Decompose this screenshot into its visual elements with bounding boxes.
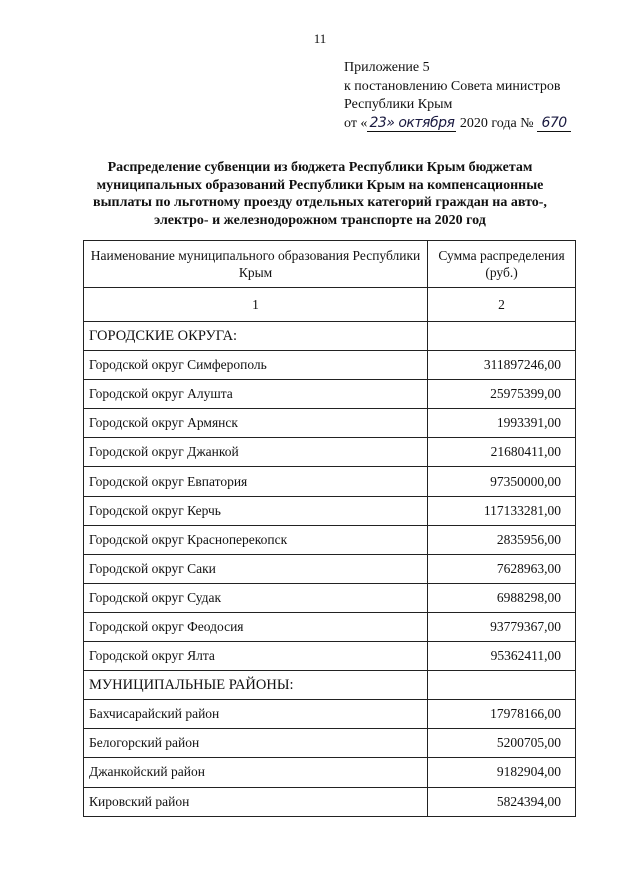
header-amount: Сумма распределения (руб.) (428, 241, 576, 288)
municipality-name: Джанкойский район (84, 758, 428, 787)
municipality-name: Кировский район (84, 787, 428, 816)
table-header-row (84, 241, 576, 288)
distribution-table-body (84, 241, 576, 817)
appendix-resolution: к постановлению Совета министров (344, 78, 561, 94)
distribution-amount (428, 671, 576, 700)
date-prefix: от « (344, 115, 368, 131)
distribution-amount: 95362411,00 (428, 642, 576, 671)
table-row (84, 758, 576, 787)
municipality-name: Городской округ Керчь (84, 496, 428, 525)
table-index-row (84, 288, 576, 322)
municipality-name: Городской округ Алушта (84, 380, 428, 409)
table-row (84, 438, 576, 467)
table-row (84, 729, 576, 758)
date-suffix: 2020 года № (459, 115, 534, 131)
distribution-amount: 117133281,00 (428, 496, 576, 525)
distribution-amount: 1993391,00 (428, 409, 576, 438)
distribution-amount (428, 322, 576, 351)
table-section-row (84, 322, 576, 351)
table-row (84, 525, 576, 554)
distribution-amount: 311897246,00 (428, 351, 576, 380)
table-row (84, 612, 576, 641)
distribution-amount: 5200705,00 (428, 729, 576, 758)
distribution-amount: 2835956,00 (428, 525, 576, 554)
municipality-name: Городской округ Джанкой (84, 438, 428, 467)
appendix-date-line (344, 115, 571, 134)
distribution-amount: 93779367,00 (428, 612, 576, 641)
index-col-2: 2 (428, 288, 576, 322)
municipality-name: ГОРОДСКИЕ ОКРУГА: (84, 322, 428, 351)
table-row (84, 642, 576, 671)
distribution-table (83, 240, 576, 817)
handwritten-date: 23» октября (369, 114, 455, 131)
table-section-row (84, 671, 576, 700)
municipality-name: Городской округ Армянск (84, 409, 428, 438)
table-row (84, 583, 576, 612)
table-row (84, 409, 576, 438)
appendix-block (344, 59, 571, 133)
municipality-name: Городской округ Евпатория (84, 467, 428, 496)
table-row (84, 467, 576, 496)
table-row (84, 554, 576, 583)
distribution-amount: 9182904,00 (428, 758, 576, 787)
header-name: Наименование муниципального образования Республики Крым (84, 241, 428, 288)
distribution-amount: 21680411,00 (428, 438, 576, 467)
municipality-name: Белогорский район (84, 729, 428, 758)
index-col-1: 1 (84, 288, 428, 322)
municipality-name: Городской округ Феодосия (84, 612, 428, 641)
distribution-amount: 97350000,00 (428, 467, 576, 496)
municipality-name: Городской округ Саки (84, 554, 428, 583)
page-number: 11 (313, 31, 327, 46)
appendix-label: Приложение 5 (344, 60, 430, 75)
table-row (84, 700, 576, 729)
distribution-amount: 6988298,00 (428, 583, 576, 612)
distribution-amount: 7628963,00 (428, 554, 576, 583)
table-row (84, 496, 576, 525)
document-title: Распределение субвенции из бюджета Республики Крым бюджетам муниципальных образований Республики Крым на компенсационные выплаты по льготному проезду отдельных категорий граждан на авто-, электро- и железнодорожном транспорте на 2020 год (93, 160, 547, 228)
municipality-name: Городской округ Симферополь (84, 351, 428, 380)
municipality-name: Городской округ Красноперекопск (84, 525, 428, 554)
appendix-republic: Республики Крым (344, 97, 453, 112)
handwritten-number: 670 (537, 116, 571, 132)
municipality-name: МУНИЦИПАЛЬНЫЕ РАЙОНЫ: (84, 671, 428, 700)
municipality-name: Бахчисарайский район (84, 700, 428, 729)
municipality-name: Городской округ Судак (84, 583, 428, 612)
municipality-name: Городской округ Ялта (84, 642, 428, 671)
table-row (84, 787, 576, 816)
distribution-amount: 25975399,00 (428, 380, 576, 409)
distribution-amount: 5824394,00 (428, 787, 576, 816)
distribution-amount: 17978166,00 (428, 700, 576, 729)
table-row (84, 380, 576, 409)
table-row (84, 351, 576, 380)
